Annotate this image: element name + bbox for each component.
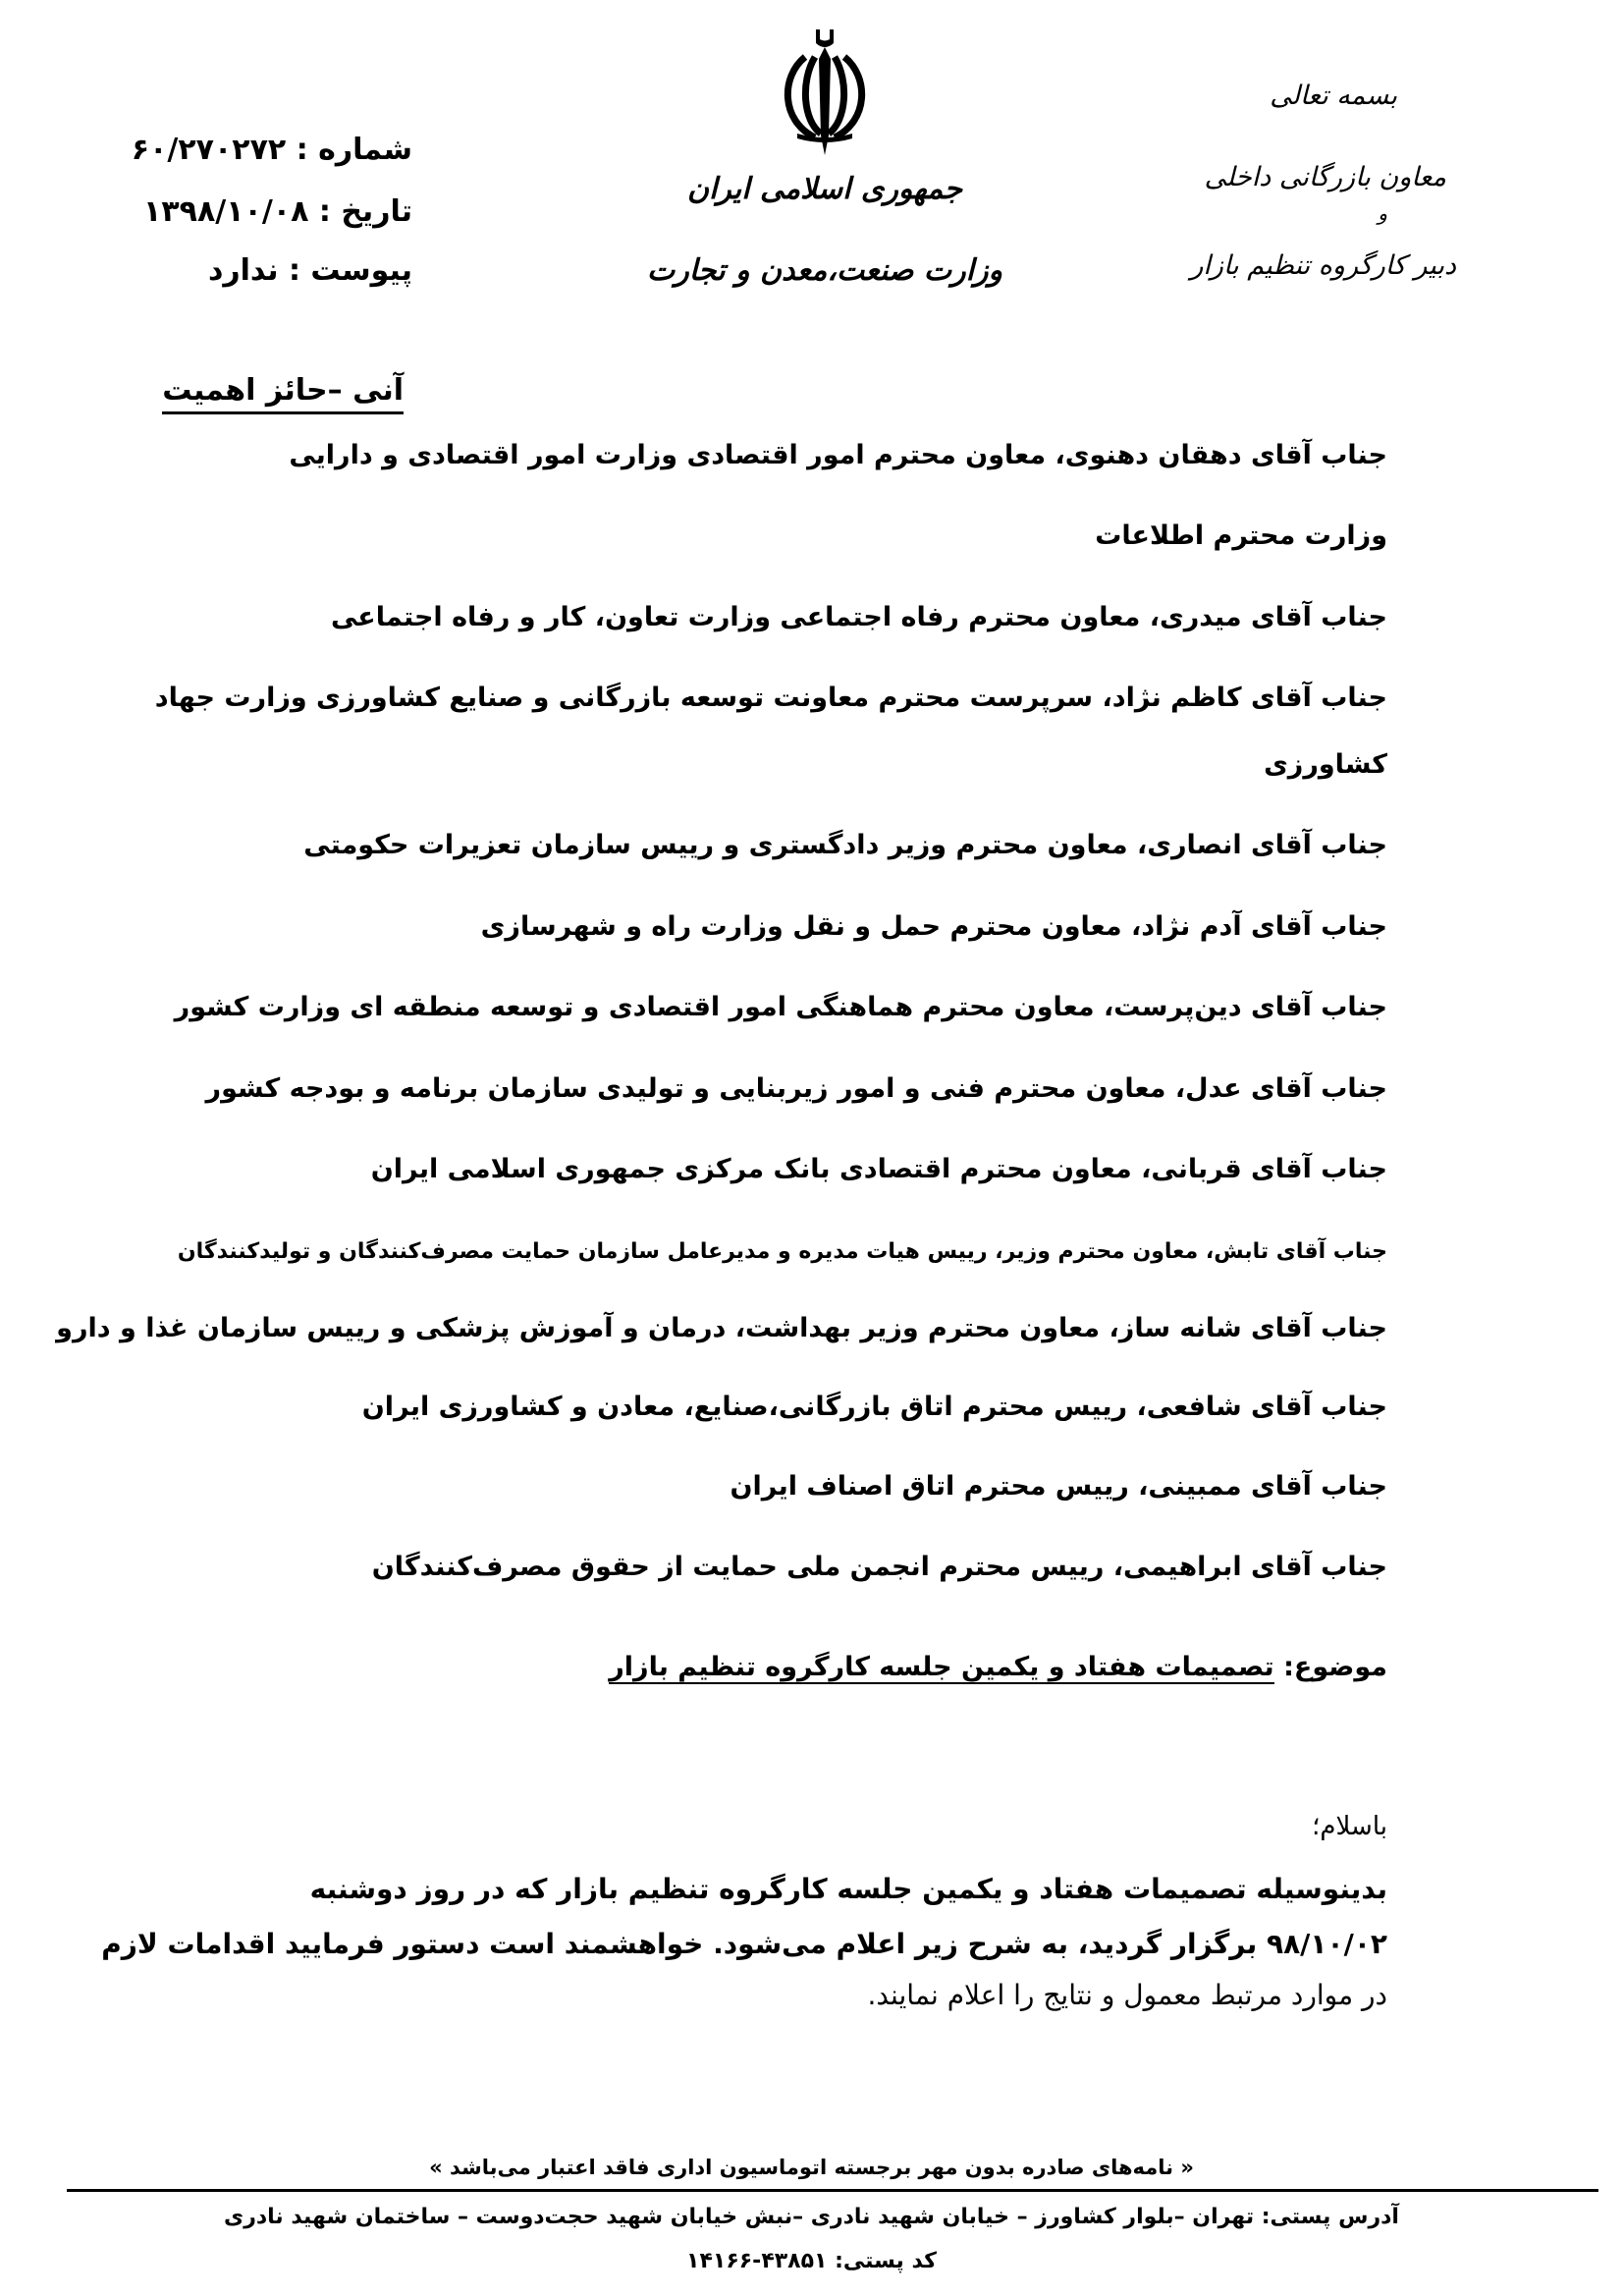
recipient-line: جناب آقای شافعی، رییس محترم اتاق بازرگانی،صنایع، معادن و کشاورزی ایران — [361, 1392, 1387, 1422]
date-label: تاریخ — [341, 194, 412, 229]
footer-notice: « نامه‌های صادره بدون مهر برجسته اتوماسیون اداری فاقد اعتبار می‌باشد » — [429, 2156, 1194, 2179]
footer-divider — [67, 2189, 1598, 2192]
sender-title-2: دبیر کارگروه تنظیم بازار — [1190, 250, 1456, 281]
sender-title-1: معاون بازرگانی داخلی — [1204, 162, 1446, 192]
recipient-line: جناب آقای قربانی، معاون محترم اقتصادی بانک مرکزی جمهوری اسلامی ایران — [370, 1154, 1387, 1184]
subject-label: موضوع: — [1283, 1652, 1387, 1682]
letter-attachment: پیوست : ندارد — [207, 253, 412, 288]
attachment-value: ندارد — [207, 253, 279, 288]
recipient-line: کشاورزی — [1264, 749, 1387, 780]
attachment-label: پیوست — [310, 253, 412, 288]
invocation: بسمه تعالی — [1270, 81, 1397, 111]
recipient-line: وزارت محترم اطلاعات — [1095, 520, 1387, 551]
date-value: ۱۳۹۸/۱۰/۰۸ — [143, 194, 309, 229]
letter-number: شماره : ۶۰/۲۷۰۲۷۲ — [131, 133, 412, 167]
subject — [609, 1652, 1387, 1682]
subject-text: تصمیمات هفتاد و یکمین جلسه کارگروه تنظیم بازار — [609, 1652, 1274, 1682]
priority-label: آنی –حائز اهمیت — [162, 373, 404, 414]
number-value: ۶۰/۲۷۰۲۷۲ — [131, 133, 287, 167]
recipient-line: جناب آقای شانه ساز، معاون محترم وزیر بهداشت، درمان و آموزش پزشکی و رییس سازمان غذا و دارو — [56, 1313, 1387, 1343]
body-line: بدینوسیله تصمیمات هفتاد و یکمین جلسه کارگروه تنظیم بازار که در روز دوشنبه — [309, 1873, 1387, 1905]
recipient-line: جناب آقای میدری، معاون محترم رفاه اجتماعی وزارت تعاون، کار و رفاه اجتماعی — [330, 602, 1387, 632]
recipient-line: جناب آقای آدم نژاد، معاون محترم حمل و نقل وزارت راه و شهرسازی — [480, 911, 1387, 942]
greeting: باسلام؛ — [1312, 1812, 1387, 1841]
recipient-line: جناب آقای دهقان دهنوی، معاون محترم امور اقتصادی وزارت امور اقتصادی و دارایی — [289, 440, 1387, 470]
recipient-line: جناب آقای کاظم نژاد، سرپرست محترم معاونت توسعه بازرگانی و صنایع کشاورزی وزارت جهاد — [154, 683, 1387, 713]
footer-postal-code: کد پستی: ۴۳۸۵۱-۱۴۱۶۶ — [686, 2249, 937, 2273]
recipient-line: جناب آقای ممبینی، رییس محترم اتاق اصناف ایران — [730, 1471, 1387, 1502]
recipient-line: جناب آقای ابراهیمی، رییس محترم انجمن ملی حمایت از حقوق مصرف‌کنندگان — [371, 1552, 1387, 1582]
recipient-line: جناب آقای انصاری، معاون محترم وزیر دادگستری و رییس سازمان تعزیرات حکومتی — [303, 830, 1387, 860]
body-line: در موارد مرتبط معمول و نتایج را اعلام نمایند. — [867, 1979, 1387, 2011]
sender-and: و — [1378, 201, 1387, 225]
number-label: شماره — [318, 133, 412, 167]
body-line: ۹۸/۱۰/۰۲ برگزار گردید، به شرح زیر اعلام می‌شود. خواهشمند است دستور فرمایید اقدامات لازم — [101, 1928, 1387, 1960]
letter-date: تاریخ : ۱۳۹۸/۱۰/۰۸ — [143, 194, 412, 229]
recipient-line: جناب آقای عدل، معاون محترم فنی و امور زیربنایی و تولیدی سازمان برنامه و بودجه کشور — [205, 1073, 1387, 1104]
footer-address: آدرس پستی: تهران –بلوار کشاورز – خیابان شهید نادری –نبش خیابان شهید حجت‌دوست – ساختمان شهید نادری — [224, 2205, 1399, 2229]
ministry-name: وزارت صنعت،معدن و تجارت — [647, 253, 1002, 288]
iran-emblem-icon — [776, 27, 874, 160]
country-name: جمهوری اسلامی ایران — [686, 172, 963, 206]
recipient-line: جناب آقای دین‌پرست، معاون محترم هماهنگی امور اقتصادی و توسعه منطقه ای وزارت کشور — [174, 992, 1387, 1022]
recipient-line: جناب آقای تابش، معاون محترم وزیر، رییس هیات مدیره و مدیرعامل سازمان حمایت مصرف‌کنندگان و تولیدکنندگان — [177, 1239, 1387, 1264]
